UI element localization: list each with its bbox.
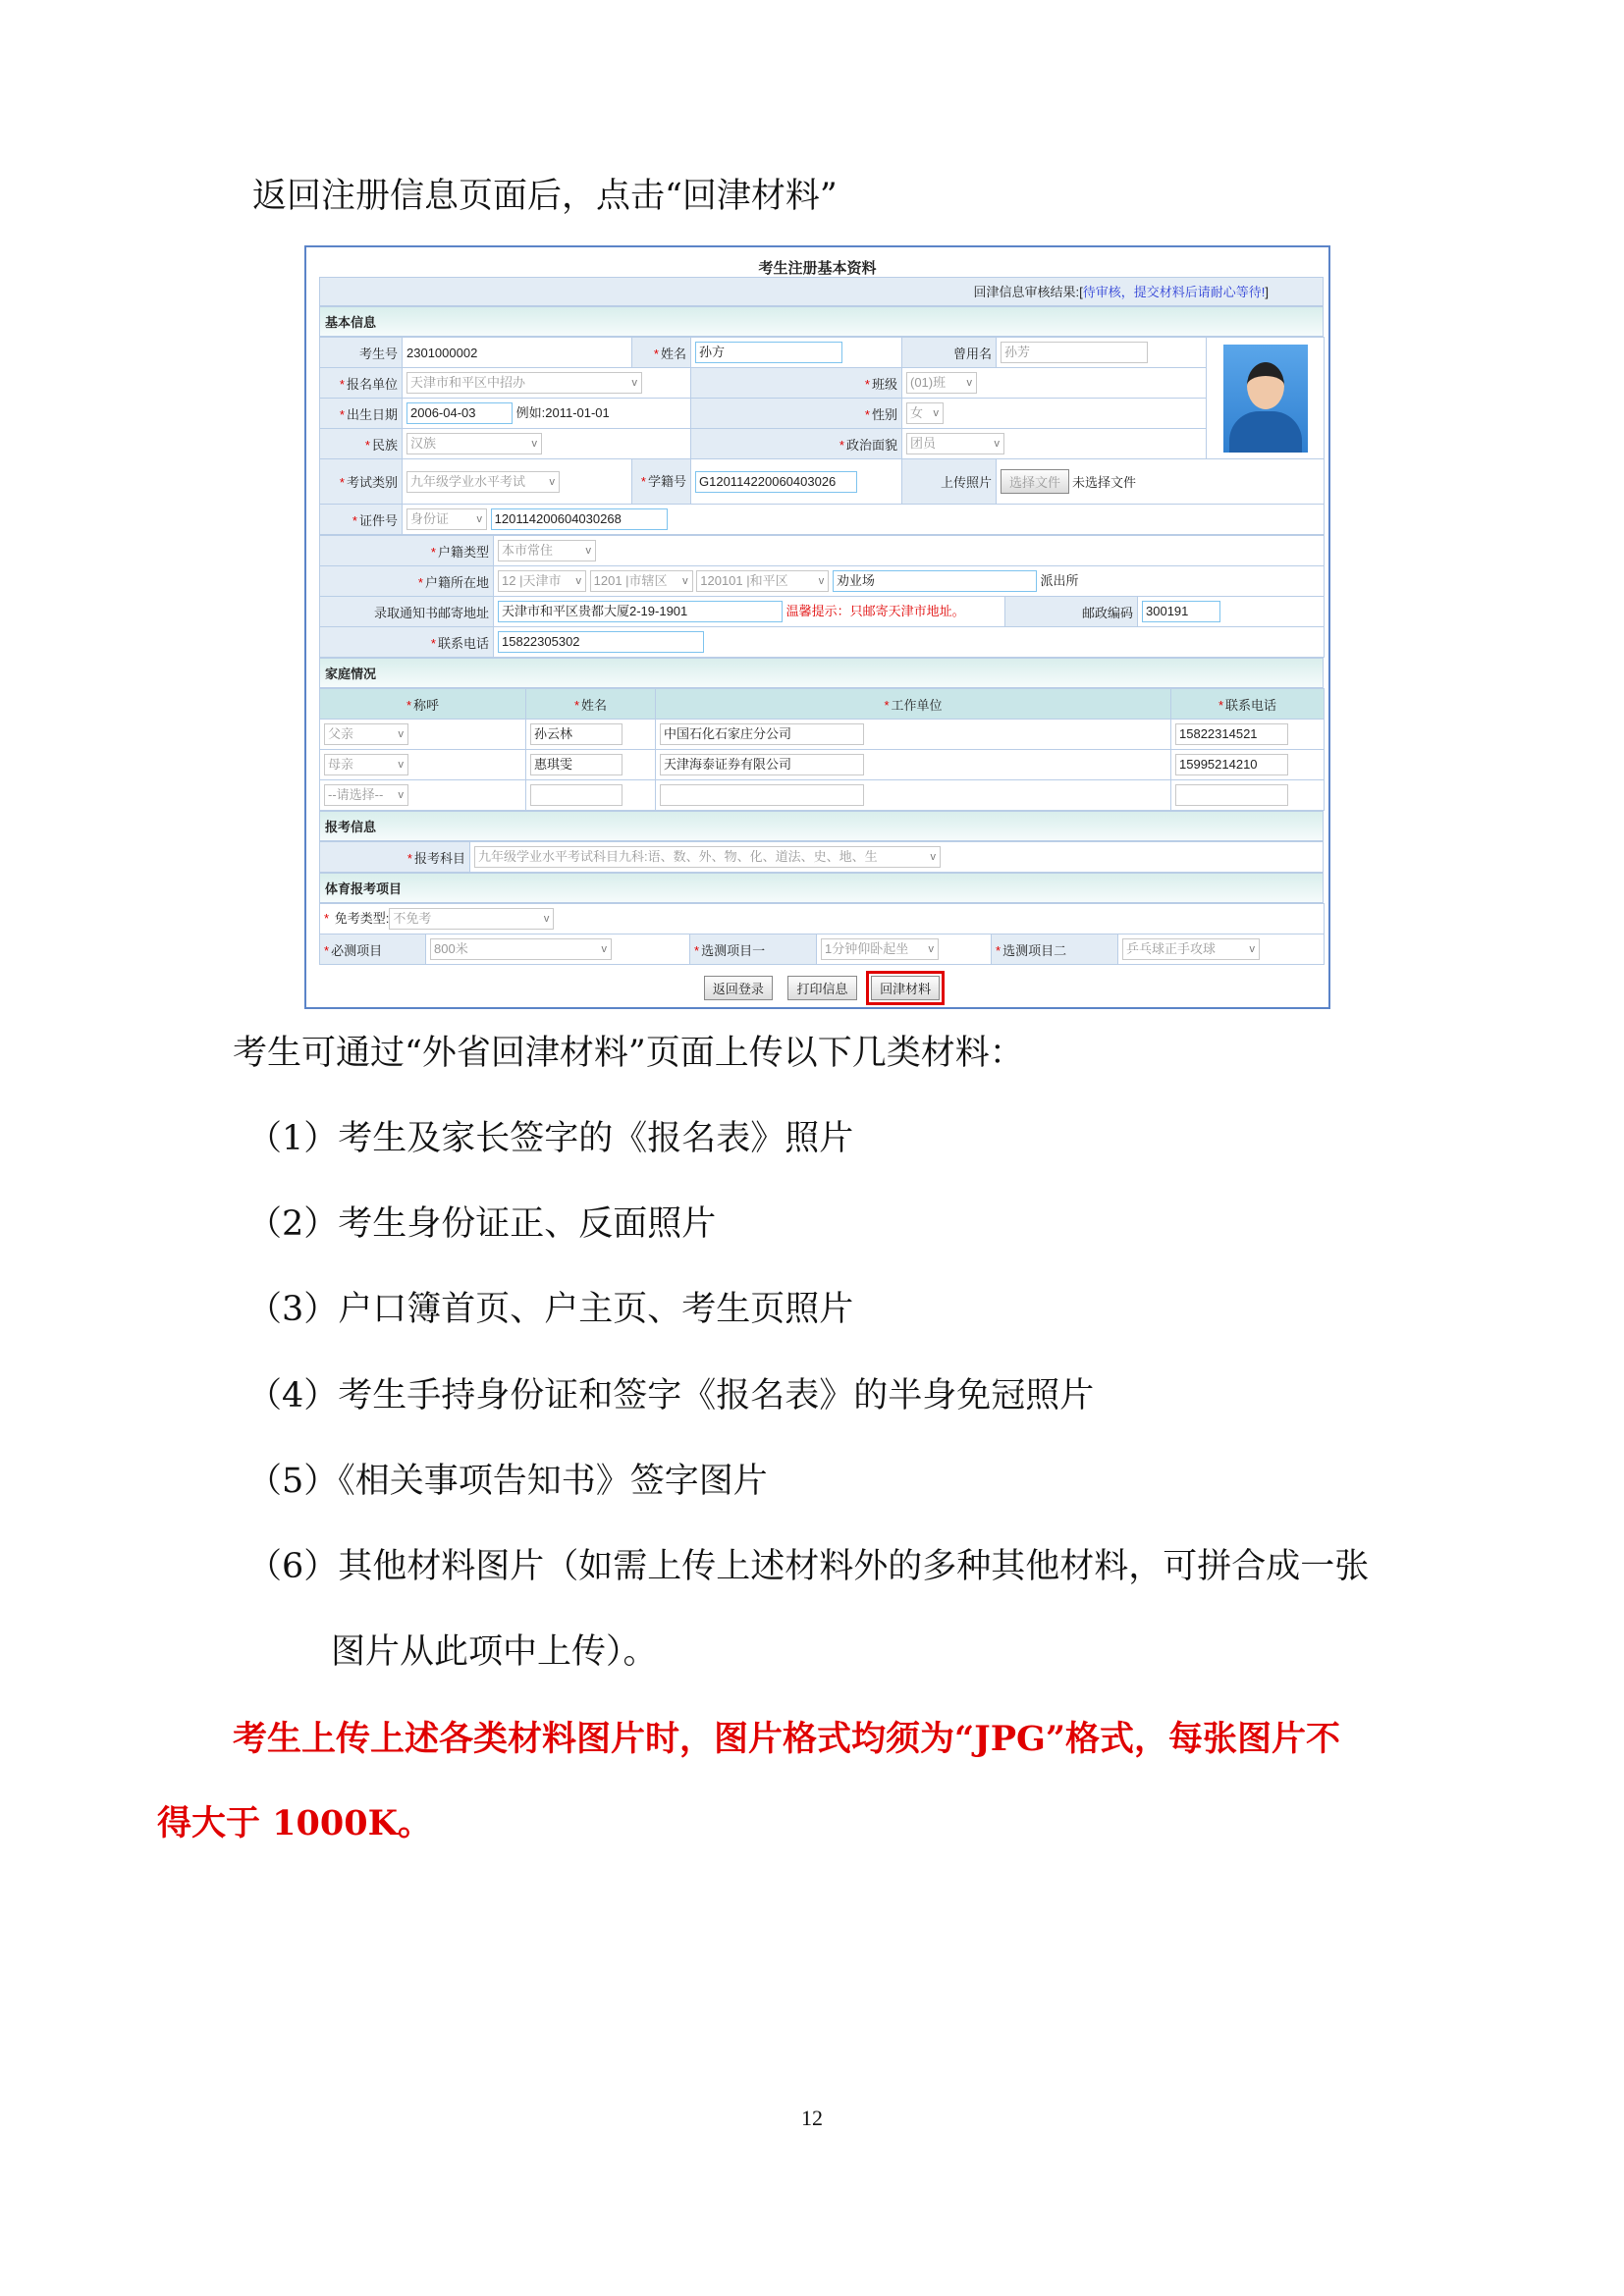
opt2-select[interactable]: 乒乓球正手攻球 v: [1122, 938, 1260, 960]
family-table: * 称呼 * 姓名 * 工作单位 * 联系电话 父亲 v 孙云林 中国石化石家庄分公司 15822314521 母亲 v 惠琪雯 天津海泰证券有限公司 15995214210 --请选择-- v: [319, 688, 1325, 811]
relation-select[interactable]: --请选择-- v: [324, 784, 408, 806]
family-name-input[interactable]: [530, 784, 623, 806]
print-info-button[interactable]: 打印信息: [787, 976, 856, 1000]
list-item: （5）《相关事项告知书》签字图片: [247, 1462, 768, 1501]
student-no-label: 学籍号: [647, 474, 686, 489]
hukou-type-label: 户籍类型: [437, 544, 489, 560]
id-no-input[interactable]: 120114200604030268: [491, 508, 668, 530]
birth-label: 出生日期: [346, 406, 398, 422]
student-photo: [1223, 345, 1308, 453]
family-header: 联系电话: [1225, 697, 1277, 713]
family-header: 称呼: [413, 697, 440, 713]
review-close: ]: [1265, 285, 1269, 299]
opt1-label: 选测项目一: [701, 942, 766, 958]
id-label: 证件号: [358, 512, 398, 528]
list-item-continued: 图片从此项中上传）。: [331, 1632, 658, 1672]
political-label: 政治面貌: [845, 437, 897, 453]
former-name-label: 曾用名: [902, 338, 997, 368]
family-name-input[interactable]: 孙云林: [530, 723, 623, 745]
list-item: （6）其他材料图片（如需上传上述材料外的多种其他材料，可拼合成一张: [247, 1547, 1370, 1586]
birth-input[interactable]: 2006-04-03: [406, 402, 513, 424]
phone-label: 联系电话: [437, 635, 489, 651]
list-item: （3）户口簿首页、户主页、考生页照片: [247, 1290, 854, 1329]
family-work-input[interactable]: 中国石化石家庄分公司: [660, 723, 864, 745]
relation-select[interactable]: 母亲 v: [324, 754, 408, 775]
hukou-type-select[interactable]: 本市常住 v: [498, 540, 596, 561]
address-label: 录取通知书邮寄地址: [320, 597, 494, 627]
family-row: [320, 750, 1325, 780]
review-status: 待审核，提交材料后请耐心等待!: [1082, 285, 1266, 299]
list-item: （1）考生及家长签字的《报名表》照片: [247, 1119, 854, 1158]
district-select[interactable]: 120101 |和平区 v: [696, 570, 829, 592]
form-buttons: [319, 965, 1324, 1005]
exam-table: * 报考科目 九年级学业水平考试科目九科:语、数、外、物、化、道法、史、地、生 v: [319, 841, 1324, 873]
registration-form-screenshot: [304, 245, 1330, 1009]
opt2-label: 选测项目二: [1002, 942, 1067, 958]
exam-type-label: 考试类别: [346, 475, 398, 490]
ethnic-select[interactable]: 汉族 v: [406, 433, 542, 454]
id-type-select[interactable]: 身份证 v: [406, 508, 487, 530]
family-name-input[interactable]: 惠琪雯: [530, 754, 623, 775]
name-input[interactable]: 孙方: [695, 342, 842, 363]
family-row: [320, 780, 1325, 811]
family-header: 姓名: [581, 697, 608, 713]
basic-info-table: 考生号 2301000002 * 姓名 孙方 曾用名 孙芳 * 报名单位 天津市和平区中招办 v * 班级 (01)班 v * 出生日期 2006-04-03 例如:2011-01-01 * 性别 女 v * 民族 汉族 v * 政治面貌 团员 v * 考试类别 九年级学业水平考试 v * 学籍号 G120114220060403026 上传照片 选择文件 未选择文件 * 证件号 身份证 v 120114200604030268: [319, 337, 1325, 535]
subject-select[interactable]: 九年级学业水平考试科目九科:语、数、外、物、化、道法、史、地、生 v: [474, 846, 941, 868]
city-select[interactable]: 1201 |市辖区 v: [590, 570, 693, 592]
section-basic: 基本信息: [319, 306, 1324, 337]
review-status-bar: [319, 277, 1324, 306]
class-select[interactable]: (01)班 v: [906, 372, 977, 394]
required-label: 必测项目: [331, 942, 383, 958]
warning-text-continued: 得大于 1000K。: [157, 1803, 433, 1843]
highlight-box: [866, 971, 945, 1005]
police-input[interactable]: 劝业场: [833, 570, 1037, 592]
police-suffix: 派出所: [1040, 572, 1079, 588]
section-family: 家庭情况: [319, 658, 1324, 688]
unit-label: 报名单位: [346, 376, 398, 392]
form-title: 考生注册基本资料: [758, 260, 877, 277]
phone-input[interactable]: 15822305302: [498, 631, 704, 653]
family-phone-input[interactable]: 15995214210: [1175, 754, 1288, 775]
list-item: （4）考生手持身份证和签字《报名表》的半身免冠照片: [247, 1376, 1095, 1415]
back-login-button[interactable]: 返回登录: [704, 976, 773, 1000]
ethnic-label: 民族: [371, 437, 398, 453]
exempt-select[interactable]: 不免考 v: [389, 908, 554, 930]
family-row: [320, 720, 1325, 750]
family-work-input[interactable]: 天津海泰证券有限公司: [660, 754, 864, 775]
family-work-input[interactable]: [660, 784, 864, 806]
hukou-table: * 户籍类型 本市常住 v * 户籍所在地 12 |天津市 v 1201 |市辖区 v 120101 |和平区 v 劝业场 派出所 录取通知书邮寄地址 天津市和平区贵都大厦2-19-1901 温馨提示：只邮寄天津市地址。 邮政编码 300191 * 联系电话 15822305302: [319, 535, 1325, 658]
family-header: 工作单位: [891, 697, 943, 713]
required-select[interactable]: 800米 v: [430, 938, 612, 960]
gender-select[interactable]: 女 v: [906, 402, 944, 424]
address-hint: 温馨提示：只邮寄天津市地址。: [785, 603, 965, 618]
exempt-label: 免考类型:: [334, 910, 390, 926]
family-phone-input[interactable]: 15822314521: [1175, 723, 1288, 745]
exam-no-value: 2301000002: [403, 338, 632, 368]
political-select[interactable]: 团员 v: [906, 433, 1004, 454]
relation-select[interactable]: 父亲 v: [324, 723, 408, 745]
student-no-input[interactable]: G120114220060403026: [695, 471, 857, 493]
zip-label: 邮政编码: [1005, 597, 1138, 627]
intro-text: 返回注册信息页面后，点击“回津材料”: [252, 177, 838, 216]
province-select[interactable]: 12 |天津市 v: [498, 570, 586, 592]
page-number: 12: [801, 2106, 823, 2130]
warning-text: 考生上传上述各类材料图片时，图片格式均须为“JPG”格式，每张图片不: [233, 1719, 1341, 1759]
no-file-text: 未选择文件: [1072, 475, 1137, 490]
gender-label: 性别: [871, 406, 897, 422]
family-phone-input[interactable]: [1175, 784, 1288, 806]
list-item: （2）考生身份证正、反面照片: [247, 1204, 717, 1244]
lead-text: 考生可通过“外省回津材料”页面上传以下几类材料：: [233, 1034, 1024, 1073]
pe-table: * 免考类型: 不免考 v * 必测项目 800米 v * 选测项目一 1分钟仰卧起坐 v * 选测项目二 乒乓球正手攻球 v: [319, 903, 1325, 965]
address-input[interactable]: 天津市和平区贵都大厦2-19-1901: [498, 601, 783, 622]
subject-label: 报考科目: [413, 850, 465, 866]
exam-no-label: 考生号: [320, 338, 403, 368]
unit-select[interactable]: 天津市和平区中招办 v: [406, 372, 642, 394]
hukou-loc-label: 户籍所在地: [424, 574, 489, 590]
opt1-select[interactable]: 1分钟仰卧起坐 v: [821, 938, 939, 960]
zip-input[interactable]: 300191: [1142, 601, 1220, 622]
photo-label: 上传照片: [902, 459, 997, 505]
former-name-input[interactable]: 孙芳: [1001, 342, 1148, 363]
review-label: 回津信息审核结果:[: [973, 285, 1083, 299]
choose-file-button[interactable]: 选择文件: [1001, 469, 1069, 494]
birth-example: 例如:2011-01-01: [515, 404, 610, 420]
section-pe: 体育报考项目: [319, 873, 1324, 903]
section-exam: 报考信息: [319, 811, 1324, 841]
name-label: 姓名: [660, 346, 686, 361]
class-label: 班级: [871, 376, 897, 392]
exam-type-select[interactable]: 九年级学业水平考试 v: [406, 471, 560, 493]
return-materials-button[interactable]: 回津材料: [871, 976, 940, 1000]
